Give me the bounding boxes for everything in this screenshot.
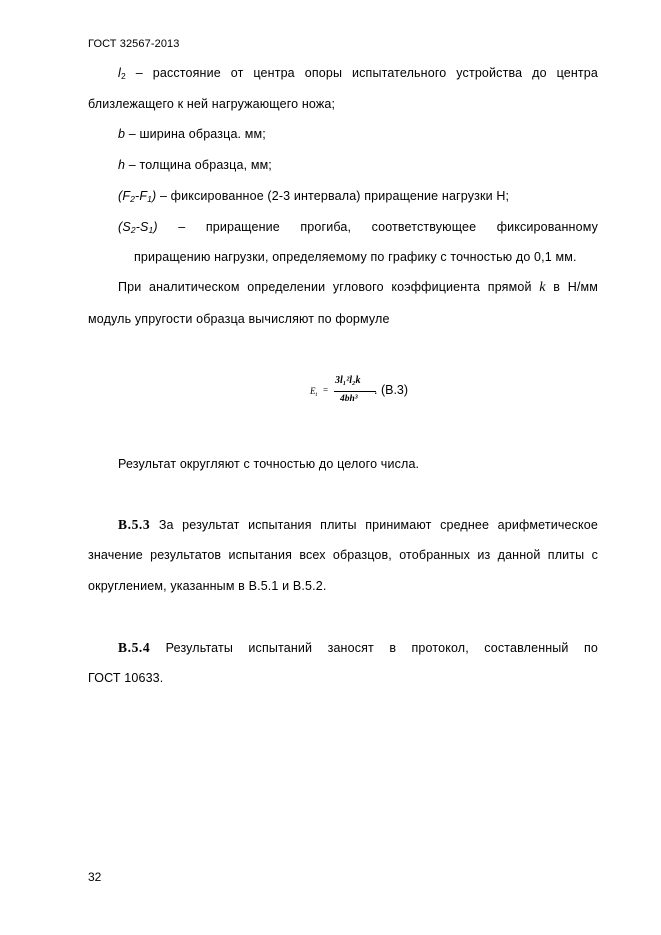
formula-denominator: 4bh³ bbox=[340, 394, 358, 404]
symbol-h: h bbox=[118, 158, 126, 172]
symbol-b: b bbox=[118, 127, 126, 141]
clause-b53-line3: округлением, указанным в В.5.1 и В.5.2. bbox=[88, 579, 327, 593]
symbol-k: k bbox=[539, 280, 546, 295]
analytic-line1 bbox=[118, 280, 598, 296]
definition-deflection-line1 bbox=[118, 220, 598, 235]
symbol-l-subscript: 2 bbox=[120, 71, 126, 81]
definition-deflection-text: – приращение прогиба, соответствующее фиксированному bbox=[157, 220, 598, 234]
definition-l2-line1 bbox=[118, 66, 598, 81]
formula-lhs-symbol: E bbox=[310, 386, 316, 396]
clause-b53-line2: значение результатов испытания всех образцов, отобранных из данной плиты с bbox=[88, 548, 598, 562]
symbol-f-mid: -F bbox=[135, 189, 148, 203]
formula-lhs bbox=[310, 386, 317, 398]
formula-fraction-bar bbox=[334, 391, 376, 392]
definition-l2-line2: близлежащего к ней нагружающего ножа; bbox=[88, 97, 336, 111]
definition-force-text: – фиксированное (2-3 интервала) приращение нагрузки Н; bbox=[156, 189, 510, 203]
formula-b3 bbox=[310, 373, 430, 413]
page-number: 32 bbox=[88, 870, 102, 884]
analytic-line2: модуль упругости образца вычисляют по формуле bbox=[88, 312, 390, 326]
formula-equals: = bbox=[323, 385, 329, 395]
document-header: ГОСТ 32567-2013 bbox=[88, 38, 180, 50]
clause-b53-number: В.5.3 bbox=[118, 517, 151, 532]
symbol-f-close: ) bbox=[152, 189, 157, 203]
definition-h bbox=[118, 158, 272, 172]
formula-label: . (В.3) bbox=[374, 383, 409, 397]
result-rounding: Результат округляют с точностью до целого числа. bbox=[118, 457, 420, 471]
definition-deflection-line2: приращению нагрузки, определяемому по графику с точностью до 0,1 мм. bbox=[134, 250, 577, 264]
clause-b54-number: В.5.4 bbox=[118, 640, 151, 655]
symbol-f-sub1: 2 bbox=[130, 194, 135, 204]
clause-b53-line1 bbox=[118, 517, 598, 533]
analytic-text-pre: При аналитическом определении углового коэффициента прямой bbox=[118, 280, 540, 294]
definition-l2-text: – расстояние от центра опоры испытательного устройства до центра bbox=[125, 66, 598, 80]
symbol-s-close: ) bbox=[153, 220, 158, 234]
clause-b54-text1: Результаты испытаний заносят в протокол, составленный по bbox=[150, 641, 598, 655]
definition-h-text: – толщина образца, мм; bbox=[125, 158, 272, 172]
symbol-l: l bbox=[118, 66, 121, 80]
formula-numerator: 3l₁²l₂k bbox=[335, 375, 361, 386]
symbol-s-mid: -S bbox=[135, 220, 149, 234]
symbol-f-open: (F bbox=[118, 189, 131, 203]
clause-b53-text1: За результат испытания плиты принимают среднее арифметическое bbox=[150, 518, 598, 532]
clause-b54-line2: ГОСТ 10633. bbox=[88, 671, 164, 685]
definition-b bbox=[118, 127, 266, 141]
definition-force-increment bbox=[118, 189, 509, 204]
symbol-s-sub1: 2 bbox=[130, 225, 136, 235]
symbol-s-open: (S bbox=[118, 220, 131, 234]
definition-b-text: – ширина образца. мм; bbox=[125, 127, 266, 141]
symbol-f-sub2: 1 bbox=[147, 194, 152, 204]
formula-lhs-subscript: t bbox=[315, 392, 318, 398]
symbol-s-sub2: 1 bbox=[148, 225, 154, 235]
clause-b54-line1 bbox=[118, 640, 598, 656]
analytic-text-post: в Н/мм bbox=[545, 280, 598, 294]
